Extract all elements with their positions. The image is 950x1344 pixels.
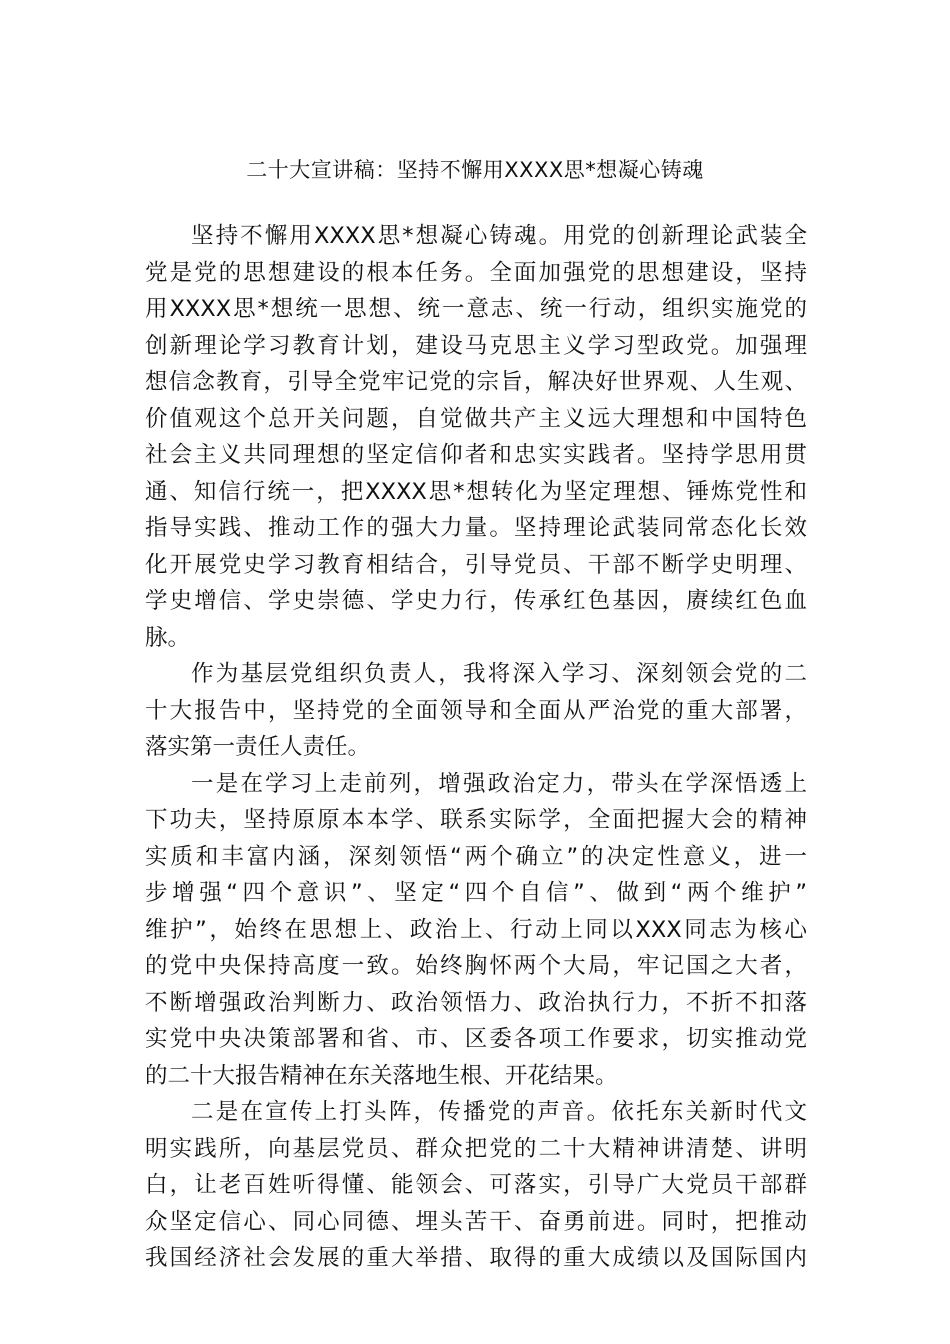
paragraph-3-line-7: 不断增强政治判断力、政治领悟力、政治执行力，不折不扣落 bbox=[145, 989, 807, 1016]
paragraph-4-line-4: 众坚定信心、同心同德、埋头苦干、奋勇前进。同时，把推动 bbox=[145, 1208, 807, 1235]
paragraph-3-line-1: 一是在学习上走前列，增强政治定力，带头在学深悟透上 bbox=[191, 770, 807, 797]
paragraph-4-line-2: 明实践所，向基层党员、群众把党的二十大精神讲清楚、讲明 bbox=[145, 1135, 807, 1162]
paragraph-3-line-4: 步增强“四个意识”、坚定“四个自信”、做到“两个维护” bbox=[145, 880, 807, 906]
paragraph-1-line-1: 坚持不懈用XXXX思*想凝心铸魂。用党的创新理论武装全 bbox=[191, 223, 807, 249]
paragraph-3-line-3: 实质和丰富内涵，深刻领悟“两个确立”的决定性意义，进一 bbox=[145, 843, 807, 870]
paragraph-1-line-9: 指导实践、推动工作的强大力量。坚持理论武装同常态化长效 bbox=[145, 515, 807, 541]
paragraph-1-line-12: 脉。 bbox=[145, 624, 191, 651]
paragraph-4-line-5: 我国经济社会发展的重大举措、取得的重大成绩以及国际国内 bbox=[145, 1245, 807, 1271]
paragraph-2-line-3: 落实第一责任人责任。 bbox=[145, 734, 371, 760]
document-body bbox=[145, 218, 807, 1277]
paragraph-3-line-6: 的党中央保持高度一致。始终胸怀两个大局，牢记国之大者， bbox=[145, 953, 807, 979]
paragraph-1-line-2: 党是党的思想建设的根本任务。全面加强党的思想建设，坚持 bbox=[145, 259, 807, 286]
paragraph-4-line-3: 白，让老百姓听得懂、能领会、可落实，引导广大党员干部群 bbox=[145, 1172, 807, 1198]
document-title: 二十大宣讲稿：坚持不懈用XXXX思*想凝心铸魂 bbox=[246, 158, 704, 182]
paragraph-2-line-2: 十大报告中，坚持党的全面领导和全面从严治党的重大部署， bbox=[145, 697, 807, 724]
paragraph-1-line-4: 创新理论学习教育计划，建设马克思主义学习型政党。加强理 bbox=[145, 332, 807, 359]
paragraph-3-line-8: 实党中央决策部署和省、市、区委各项工作要求，切实推动党 bbox=[145, 1026, 807, 1052]
paragraph-3-line-2: 下功夫，坚持原原本本学、联系实际学，全面把握大会的精神 bbox=[145, 807, 807, 833]
paragraph-1-line-11: 学史增信、学史崇德、学史力行，传承红色基因，赓续红色血 bbox=[145, 588, 807, 614]
paragraph-1-line-5: 想信念教育，引导全党牢记党的宗旨，解决好世界观、人生观、 bbox=[145, 369, 807, 395]
paragraph-1-line-6: 价值观这个总开关问题，自觉做共产主义远大理想和中国特色 bbox=[145, 405, 807, 432]
paragraph-2-line-1: 作为基层党组织负责人，我将深入学习、深刻领会党的二 bbox=[191, 661, 807, 687]
paragraph-1-line-8: 通、知信行统一，把XXXX思*想转化为坚定理想、锤炼党性和 bbox=[145, 478, 807, 505]
paragraph-4-line-1: 二是在宣传上打头阵，传播党的声音。依托东关新时代文 bbox=[191, 1099, 807, 1125]
paragraph-3-line-5: 维护”，始终在思想上、政治上、行动上同以XXX同志为核心 bbox=[145, 916, 807, 943]
paragraph-1-line-7: 社会主义共同理想的坚定信仰者和忠实实践者。坚持学思用贯 bbox=[145, 442, 807, 468]
paragraph-1-line-3: 用XXXX思*想统一思想、统一意志、统一行动，组织实施党的 bbox=[145, 296, 807, 322]
paragraph-1-line-10: 化开展党史学习教育相结合，引导党员、干部不断学史明理、 bbox=[145, 551, 807, 578]
paragraph-3-line-9: 的二十大报告精神在东关落地生根、开花结果。 bbox=[145, 1062, 618, 1089]
